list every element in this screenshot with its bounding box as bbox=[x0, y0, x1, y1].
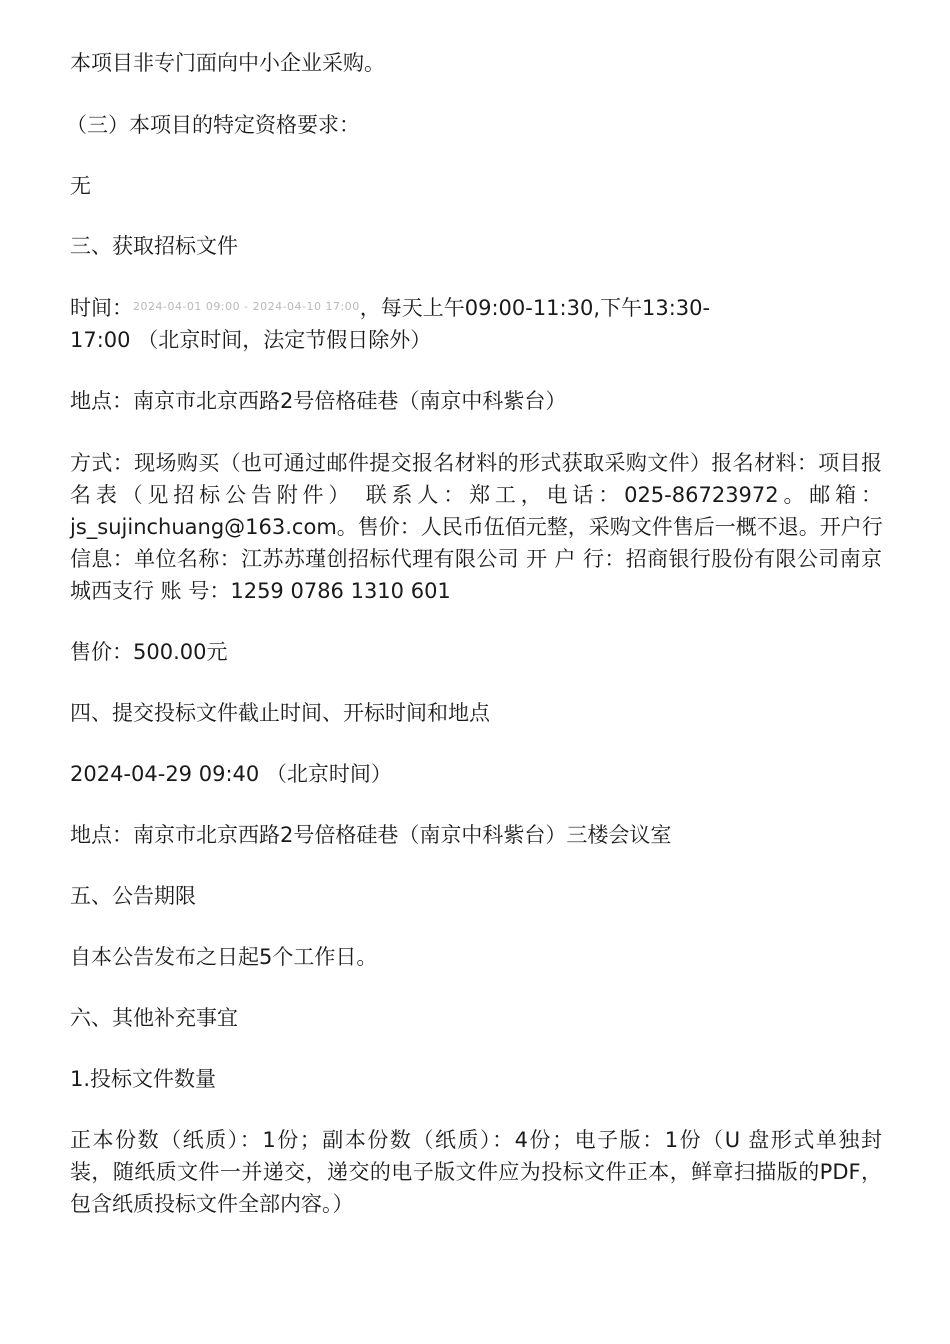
acquisition-location: 地点：南京市北京西路2号倍格硅巷（南京中科紫台） bbox=[70, 389, 567, 413]
non-sme-statement: 本项目非专门面向中小企业采购。 bbox=[70, 51, 385, 75]
bid-document-copies bbox=[70, 1124, 882, 1220]
time-line-2: 17:00 （北京时间，法定节假日除外） bbox=[70, 328, 432, 352]
bid-deadline: 2024-04-29 09:40 （北京时间） bbox=[70, 762, 392, 786]
section-6-heading: 六、其他补充事宜 bbox=[70, 1006, 238, 1030]
method-line-4: 信息：单位名称：江苏苏瑾创招标代理有限公司 开 户 行：招商银行股份有限公司南京 bbox=[70, 547, 882, 571]
method-line-3: js_sujinchuang@163.com。售价：人民币伍佰元整，采购文件售后一概不退。开户行 bbox=[70, 515, 883, 539]
bid-document-quantity-heading: 1.投标文件数量 bbox=[70, 1067, 217, 1091]
method-line-1: 方式：现场购买（也可通过邮件提交报名材料的形式获取采购文件）报名材料：项目报 bbox=[70, 451, 882, 475]
acquisition-method bbox=[70, 447, 882, 607]
section-4-heading: 四、提交投标文件截止时间、开标时间和地点 bbox=[70, 701, 490, 725]
announcement-period: 自本公告发布之日起5个工作日。 bbox=[70, 945, 378, 969]
time-daily-hours: ，每天上午09:00-11:30,下午13:30- bbox=[359, 296, 711, 320]
copies-line-2: 装，随纸质文件一并递交，递交的电子版文件应为投标文件正本，鲜章扫描版的PDF， bbox=[70, 1160, 882, 1184]
time-label: 时间： bbox=[70, 296, 133, 320]
copies-line-1: 正本份数（纸质）：1份；副本份数（纸质）：4份；电子版：1份（U 盘形式单独封 bbox=[70, 1128, 882, 1152]
acquisition-time bbox=[70, 291, 882, 356]
section-5-heading: 五、公告期限 bbox=[70, 884, 196, 908]
bid-location: 地点：南京市北京西路2号倍格硅巷（南京中科紫台）三楼会议室 bbox=[70, 823, 672, 847]
method-line-5: 城西支行 账 号：1259 0786 1310 601 bbox=[70, 579, 451, 603]
copies-line-3: 包含纸质投标文件全部内容。） bbox=[70, 1192, 354, 1216]
method-line-2: 名表（见招标公告附件） 联系人：郑工，电话：025-86723972。邮箱： bbox=[70, 483, 882, 507]
price: 售价：500.00元 bbox=[70, 640, 228, 664]
time-range-faded: 2024-04-01 09:00 - 2024-04-10 17:00 bbox=[133, 300, 360, 313]
specific-qualification-heading: （三）本项目的特定资格要求： bbox=[66, 113, 360, 137]
section-3-heading: 三、获取招标文件 bbox=[70, 234, 238, 258]
specific-qualification-value: 无 bbox=[70, 174, 91, 198]
